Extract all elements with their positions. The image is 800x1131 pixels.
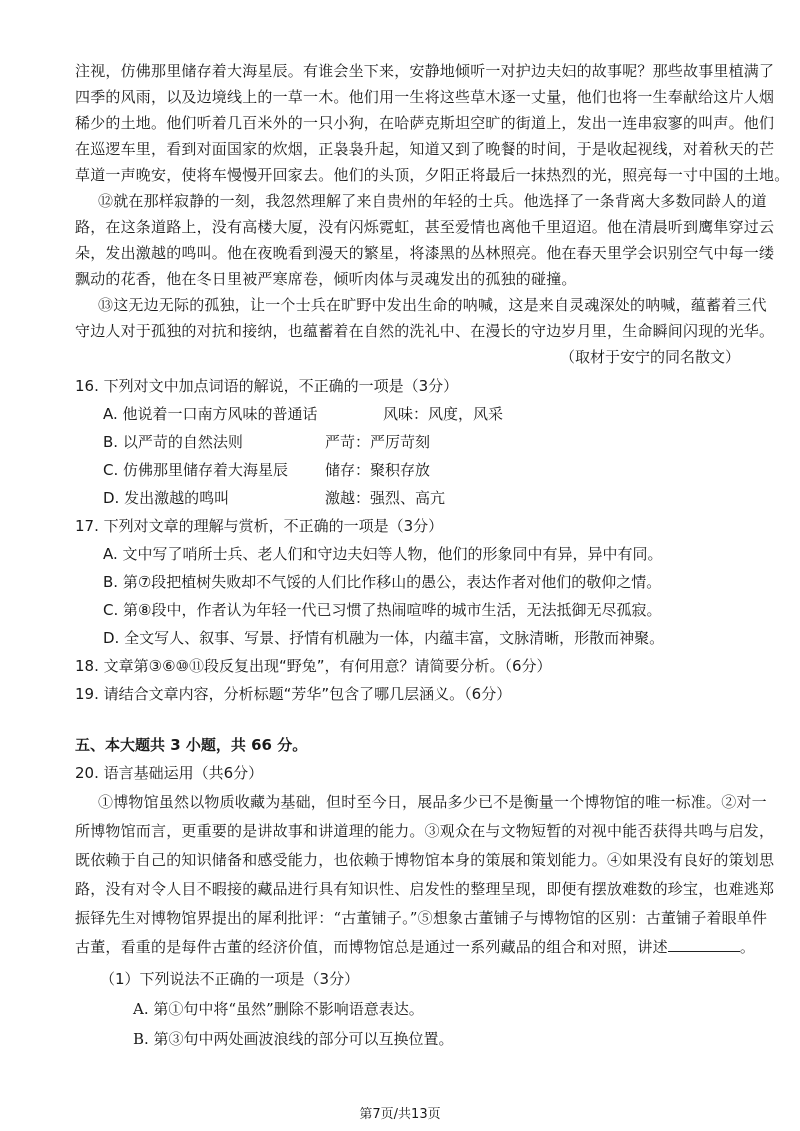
option-gloss: 储存：聚积存放 [325,461,431,479]
question-17-option-b: B. 第⑦段把植树失败却不气馁的人们比作移山的愚公，表达作者对他们的敬仰之情。 [103,573,662,591]
question-16-option-c: C. 仿佛那里储存着大海星辰 储存：聚积存放 [103,461,431,479]
passage-line: 路，在这条道路上，没有高楼大厦，没有闪烁霓虹，甚至爱情也离他千里迢迢。他在清晨听到鹰隼穿过云 [75,218,775,236]
option-gloss: 激越：强烈、高亢 [325,489,446,507]
q20-passage-line-last: 古董，看重的是每件古董的经济价值，而博物馆总是通过一系列藏品的组合和对照，讲述 。 [75,938,756,956]
passage-line: 草道一声晚安，使将车慢慢开回家去。他们的头顶，夕阳正将最后一抹热烈的光，照亮每一寸中国的土地。 [75,166,790,184]
question-17-option-c: C. 第⑧段中，作者认为年轻一代已习惯了热闹喧哗的城市生活，无法抵御无尽孤寂。 [103,601,662,619]
question-17-option-a: A. 文中写了哨所士兵、老人们和守边夫妇等人物，他们的形象同中有异，异中有同。 [103,545,663,563]
passage-source: （取材于安宁的同名散文） [560,348,741,366]
passage-line: 在巡逻车里，看到对面国家的炊烟，正袅袅升起，知道又到了晚餐的时间，于是收起视线，对着秋天的芒 [75,140,775,158]
option-gloss: 严苛：严厉苛刻 [325,433,431,451]
question-18: 18. 文章第③⑥⑩⑪段反复出现“野兔”，有何用意？请简要分析。（6分） [75,657,552,675]
q20-passage-line: 既依赖于自己的知识储备和感受能力，也依赖于博物馆本身的策展和策划能力。④如果没有良好的策划思 [75,851,775,869]
question-17-stem: 17. 下列对文章的理解与赏析，不正确的一项是（3分） [75,517,444,535]
option-gloss: 风味：风度，风采 [383,405,504,423]
question-16-option-b: B. 以严苛的自然法则 严苛：严厉苛刻 [103,433,431,451]
q20-passage-line: 路，没有对令人目不暇接的藏品进行具有知识性、启发性的整理呈现，即便有摆放难数的珍宝，也难逃郑 [75,880,775,898]
question-20-stem: 20. 语言基础运用（共6分） [75,764,264,782]
passage-line: 四季的风雨，以及边境线上的一草一木。他们用一生将这些草木逐一丈量，他们也将一生奉献给这片人烟 [75,88,775,106]
page-footer: 第7页/共13页 [359,1107,441,1122]
question-16-option-a: A. 他说着一口南方风味的普通话 风味：风度，风采 [103,405,504,423]
question-16-option-d: D. 发出激越的鸣叫 激越：强烈、高亢 [103,489,446,507]
passage-line: ⑬这无边无际的孤独，让一个士兵在旷野中发出生命的呐喊，这是来自灵魂深处的呐喊，蕴蓄着三代 [98,296,767,314]
passage-line: 注视，仿佛那里储存着大海星辰。有谁会坐下来，安静地倾听一对护边夫妇的故事呢？那些故事里植满了 [75,62,775,80]
passage-line: 稀少的土地。他们听着几百米外的一只小狗，在哈萨克斯坦空旷的街道上，发出一连串寂寥的叫声。他们 [75,114,775,132]
answer-blank[interactable] [668,937,740,952]
question-20-1-stem: （1）下列说法不正确的一项是（3分） [100,970,360,988]
passage-line: 守边人对于孤独的对抗和接纳，也蕴蓄着在自然的洗礼中、在漫长的守边岁月里，生命瞬间闪现的光华。 [75,322,775,340]
q20-passage-line: 所博物馆而言，更重要的是讲故事和讲道理的能力。③观众在与文物短暂的对视中能否获得共鸣与启发， [75,822,775,840]
passage-line: 飘动的花香，他在冬日里被严寒席卷，倾听肉体与灵魂发出的孤独的碰撞。 [75,270,577,288]
passage-line: ⑫就在那样寂静的一刻，我忽然理解了来自贵州的年轻的士兵。他选择了一条背离大多数同龄人的道 [98,192,767,210]
q20-passage-line: 振铎先生对博物馆界提出的犀利批评：“古董铺子。”⑤想象古董铺子与博物馆的区别：古董铺子着眼单件 [75,909,768,927]
question-20-1-option-b: B. 第③句中两处画波浪线的部分可以互换位置。 [133,1030,454,1048]
question-20-1-option-a: A. 第①句中将“虽然”删除不影响语意表达。 [133,1000,424,1018]
q20-passage-line: ①博物馆虽然以物质收藏为基础，但时至今日，展品多少已不是衡量一个博物馆的唯一标准。②对一 [98,793,767,811]
section-heading: 五、本大题共 3 小题，共 66 分。 [75,736,308,754]
question-19: 19. 请结合文章内容，分析标题“芳华”包含了哪几层涵义。（6分） [75,685,512,703]
question-17-option-d: D. 全文写人、叙事、写景、抒情有机融为一体，内蕴丰富，文脉清晰，形散而神聚。 [103,629,665,647]
passage-line: 朵，发出激越的鸣叫。他在夜晚看到漫天的繁星，将漆黑的丛林照亮。他在春天里学会识别空气中每一缕 [75,244,775,262]
question-16-stem: 16. 下列对文中加点词语的解说，不正确的一项是（3分） [75,377,459,395]
